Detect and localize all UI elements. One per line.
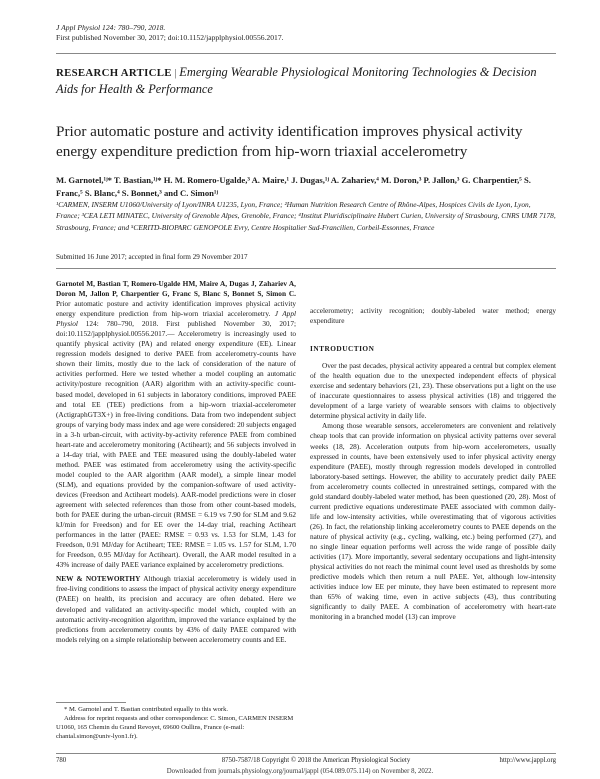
citation-journal: J Appl Physiol — [56, 309, 296, 329]
affiliations: ¹CARMEN, INSERM U1060/University of Lyon/INRA U1235, Lyon, France; ²Human Nutrition Research Centre of Rhône-Alpes, Hospices Civils de Lyon, Lyon, France; ³CEA LETI MINATEC, University of Grenoble Alpes, Grenoble, France; ⁴Institut Pluridisciplinaire Hubert Curien, University of Strasbourg, CNRS UMR 7178, Strasbourg, France; and ⁵CERITD-BIOPARC GENOPOLE Evry, Centre Hospitalier Sud-Francilien, Corbeil-Essonnes, France — [56, 200, 556, 232]
keywords: accelerometry; activity recognition; doubly-labeled water method; energy expenditure — [310, 306, 556, 326]
equal-contribution-note: * M. Garnotel and T. Bastian contributed equally to this work. — [64, 706, 229, 713]
article-series: Emerging Wearable Physiological Monitoring Technologies & Decision Aids for Health & Performance — [56, 65, 537, 96]
abstract — [56, 279, 296, 570]
article-type — [56, 64, 556, 98]
article-type-label: RESEARCH ARTICLE — [56, 67, 172, 79]
footnote-divider — [56, 702, 126, 703]
author-list: M. Garnotel,¹ʲ* T. Bastian,¹ʲ* H. M. Romero-Ugalde,³ A. Maire,¹ J. Dugas,¹ʲ A. Zahariev,⁴ M. Doron,³ P. Jallon,³ G. Charpentier,⁵ S. Franc,⁵ S. Blanc,⁴ S. Bonnet,³ and C. Simon¹ʲ — [56, 175, 531, 198]
copyright-line: 8750-7587/18 Copyright © 2018 the American Physiological Society — [221, 757, 411, 764]
download-note: Downloaded from journals.physiology.org/journal/jappl (054.089.075.114) on November 8, 2022. — [166, 768, 434, 775]
citation-details: 124: 780–790, 2018. First published November 30, 2017; doi:10.1152/japplphysiol.00556.2017.— — [56, 319, 296, 339]
journal-url[interactable]: http://www.jappl.org — [499, 757, 556, 764]
abstract-body: Accelerometry is increasingly used to quantify physical activity (PA) and related energy expenditure (EE). Linear regression models designed to derive PAEE from accelerometry-counts have shown their limits, mostly due to the lack of consideration of the nature of activities performed. Here we tested whether a model coupling an automatic activity/posture recognition (AAR) algorithm with an activity-specific count-based model, developed in 61 subjects in laboratory conditions, improved PAEE and total EE (TEE) predictions from a hip-worn triaxial-accelerometer (ActigraphGT3X+) in free-living conditions. Data from two independent subject groups of varying body mass index and age were considered: 20 subjects engaged in a 3-h urban-circuit, with activity-by-activity reference PAEE from combined heart-rate and accelerometry monitoring (Actiheart); and 56 subjects involved in a 14-day trial, with PAEE and TEE measured using the doubly-labeled water method. PAEE was estimated from accelerometry using the activity-specific model coupled to the AAR algorithm (AAR model), a simple linear model (SLM), and equations provided by the companion-software of used activity-devices (Freedson and Actiheart models). AAR-model predictions were in closer agreement with selected references than those from other count-based models, both for PAEE during the urban-circuit (RMSE = 6.19 vs 7.90 for SLM and 9.62 kJ/min for Freedson) and for EE over the 14-day trial, reaching Actiheart performances in the latter (PAEE: RMSE = 0.93 vs. 1.53 for SLM, 1.43 for Freedson, 0.91 MJ/day for Actiheart; TEE: RMSE = 1.05 vs. 1.57 for SLM, 1.70 for Freedson, 0.95 MJ/day for Actiheart). Overall, the AAR model resulted in a 43% increase of daily PAEE variance explained by accelerometry predictions. — [56, 329, 296, 570]
submission-dates: Submitted 16 June 2017; accepted in final form 29 November 2017 — [56, 253, 248, 261]
introduction-heading: INTRODUCTION — [310, 344, 375, 354]
new-noteworthy — [56, 574, 296, 644]
footer-divider — [56, 753, 556, 754]
page-number: 780 — [56, 757, 67, 764]
correspondence-note: Address for reprint requests and other correspondence: C. Simon, CARMEN INSERM U1060, 165 Chemin du Grand Revoyet, 69600 Oullins, France (e-mail: chantal.simon@univ-lyon1.fr). — [56, 715, 294, 740]
abstract-divider — [56, 268, 556, 269]
introduction-body — [310, 361, 556, 622]
citation-authors: Garnotel M, Bastian T, Romero-Ugalde HM, Maire A, Dugas J, Zahariev A, Doron M, Jallon P, Charpentier G, Franc S, Blanc S, Bonnet S, Simon C. — [56, 279, 296, 299]
header-divider — [56, 53, 556, 54]
new-noteworthy-body: Although triaxial accelerometry is widely used in free-living conditions to assess the impact of physical activity energy expenditure (PAEE) on health, its precision and accuracy are often debated. Here we developed and validated an activity-specific model which, coupled with an automatic activity-recognition algorithm, improved the variance explained by the predictions from accelerometry counts by 43% of daily PAEE compared with models relying on a simple relationship between accelerometry counts and EE. — [56, 574, 296, 644]
left-column — [56, 279, 296, 648]
introduction-paragraph: Among those wearable sensors, accelerometers are convenient and relatively cheap tools that can provide information on physical activity patterns over several weeks (18, 28). Acceleration outputs from hip-worn accelerometers, usually expressed in counts, have been extensively used to infer physical activity energy expenditure (PAEE), mostly through regression models developed in controlled laboratory-based settings. However, the ability to accurately predict daily PAEE from accelerometry counts collected in unrestrained settings, compared with the gold standard doubly-labeled water method, has been questioned (20, 28). Most of current predictive equations underestimate PAEE associated with common daily-life and low-intensity activities, while overestimating that of vigorous activities (26). In fact, the relationship linking accelerometry counts to PAEE depends on the nature of physical activity (e.g., cycling, walking, etc.) being performed (27), and no single linear equation performs well across the wide range of possible daily activities (17). More importantly, several sedentary occupations and light-intensity physical activities do not reach the minimal count level used as thresholds by some predictive models which then return a null PAEE. Yet, although low-intensity activities induce low EE per minute, they have been estimated to represent more than 65% of waking time, even in active subjects (43), thus contributing significantly to daily PAEE. A combination of accelerometry with heart-rate monitoring in a branched model (13) can improve — [310, 421, 556, 622]
article-type-separator: | — [174, 67, 177, 79]
introduction-paragraph: Over the past decades, physical activity appeared a central but complex element of the health equation due to the unexpected independent effects of physical exercise and sedentary behaviors (21, 23). These observations put a light on the use of inaccurate questionnaires to assess physical activities (18) and triggered the development of a large variety of wearable sensors with claims to objectively determine physical activity in daily life. — [310, 361, 556, 421]
footnotes — [56, 705, 296, 741]
right-column — [310, 279, 556, 622]
article-title: Prior automatic posture and activity identification improves physical activity energy expenditure prediction from hip-worn triaxial accelerometry — [56, 123, 523, 160]
journal-header — [56, 23, 284, 42]
journal-citation-line: J Appl Physiol 124: 780–790, 2018. — [56, 23, 166, 32]
new-noteworthy-label: NEW & NOTEWORTHY — [56, 574, 141, 584]
citation-title: Prior automatic posture and activity identification improves physical activity energy expenditure prediction from hip-worn triaxial accelerometry. — [56, 299, 296, 319]
first-published-line: First published November 30, 2017; doi:10.1152/japplphysiol.00556.2017. — [56, 32, 284, 42]
